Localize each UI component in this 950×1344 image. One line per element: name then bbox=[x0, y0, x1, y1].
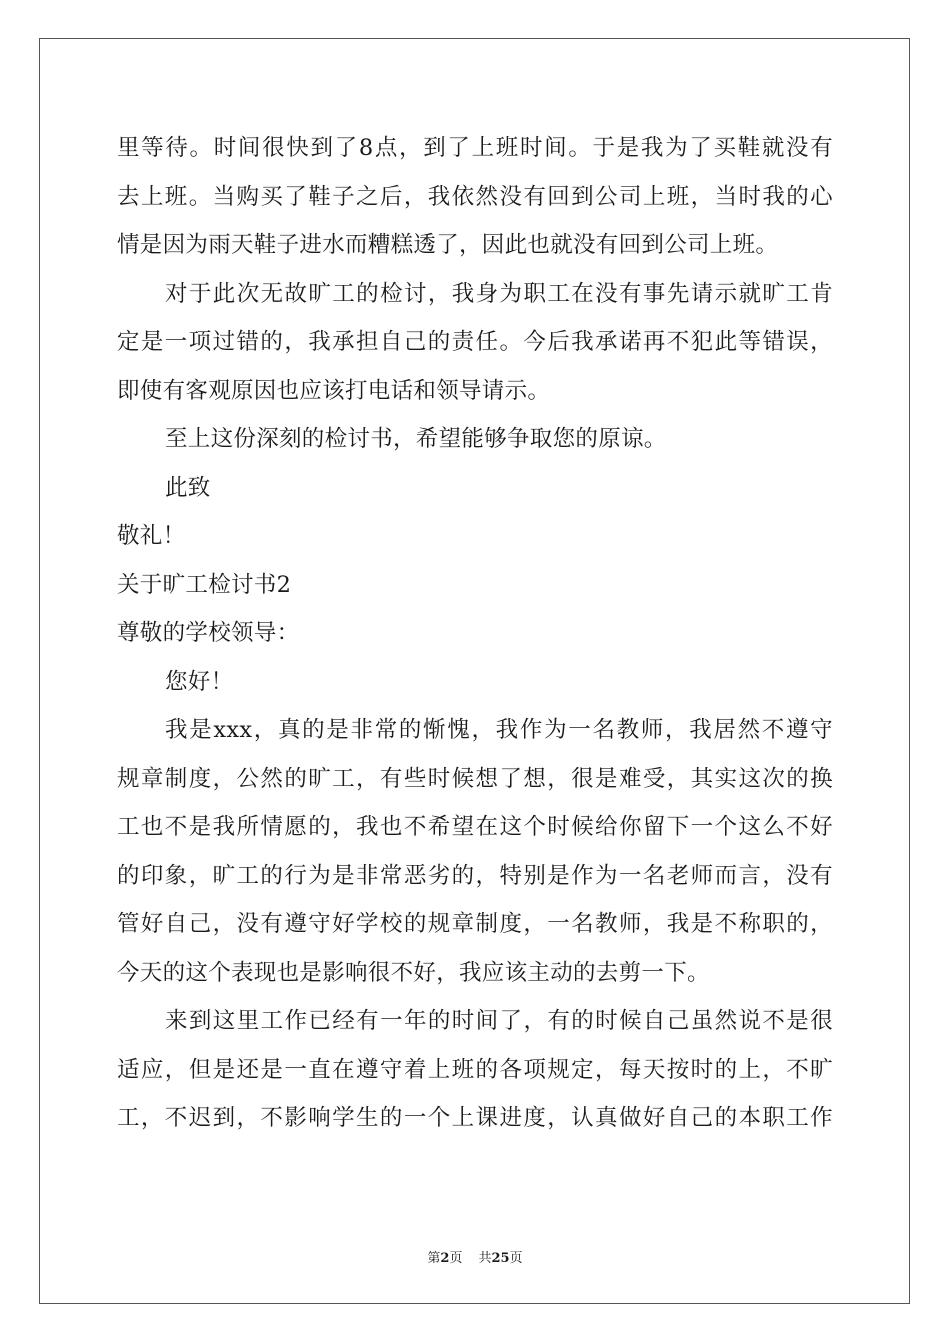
body-line: 里等待。时间很快到了8点，到了上班时间。于是我为了买鞋就没有 bbox=[117, 135, 833, 161]
page-footer bbox=[0, 1247, 950, 1266]
body-line: 适应，但是还是一直在遵守着上班的各项规定，每天按时的上，不旷 bbox=[117, 1056, 833, 1083]
body-line: 情是因为雨天鞋子进水而糟糕透了，因此也就没有回到公司上班。 bbox=[117, 232, 779, 258]
body-line: 我是xxx，真的是非常的惭愧，我作为一名教师，我居然不遵守 bbox=[165, 717, 833, 743]
section-title: 关于旷工检讨书2 bbox=[117, 571, 292, 598]
body-line: 定是一项过错的，我承担自己的责任。今后我承诺再不犯此等错误， bbox=[117, 329, 833, 355]
body-line: 工也不是我所情愿的，我也不希望在这个时候给你留下一个这么不好 bbox=[117, 814, 833, 840]
page-label-prefix: 第 bbox=[427, 1251, 441, 1266]
body-line: 至上这份深刻的检讨书，希望能够争取您的原谅。 bbox=[165, 426, 667, 452]
body-line: 的印象，旷工的行为是非常恶劣的，特别是作为一名老师而言，没有 bbox=[117, 862, 833, 889]
body-line: 对于此次无故旷工的检讨，我身为职工在没有事先请示就旷工肯 bbox=[165, 280, 833, 307]
greeting: 您好！ bbox=[165, 668, 234, 695]
closing-phrase: 此致 bbox=[165, 474, 211, 501]
body-line: 即使有客观原因也应该打电话和领导请示。 bbox=[117, 377, 551, 404]
body-line: 工，不迟到，不影响学生的一个上课进度，认真做好自己的本职工作 bbox=[117, 1105, 833, 1131]
total-label-prefix: 共 bbox=[478, 1251, 492, 1266]
addressee: 尊敬的学校领导： bbox=[117, 620, 300, 646]
body-line: 管好自己，没有遵守好学校的规章制度，一名教师，我是不称职的， bbox=[117, 911, 833, 937]
page-label-suffix: 页 bbox=[449, 1251, 463, 1266]
body-line: 来到这里工作已经有一年的时间了，有的时候自己虽然说不是很 bbox=[165, 1008, 833, 1034]
document-body bbox=[117, 124, 833, 1143]
body-line: 今天的这个表现也是影响很不好，我应该主动的去剪一下。 bbox=[117, 959, 710, 986]
total-pages: 25 bbox=[491, 1251, 510, 1266]
page-number: 2 bbox=[440, 1251, 450, 1266]
body-line: 去上班。当购买了鞋子之后，我依然没有回到公司上班，当时我的心 bbox=[117, 183, 833, 210]
salutation-closing: 敬礼！ bbox=[117, 523, 186, 549]
body-line: 规章制度，公然的旷工，有些时候想了想，很是难受，其实这次的换 bbox=[117, 765, 833, 792]
total-label-suffix: 页 bbox=[509, 1251, 523, 1266]
